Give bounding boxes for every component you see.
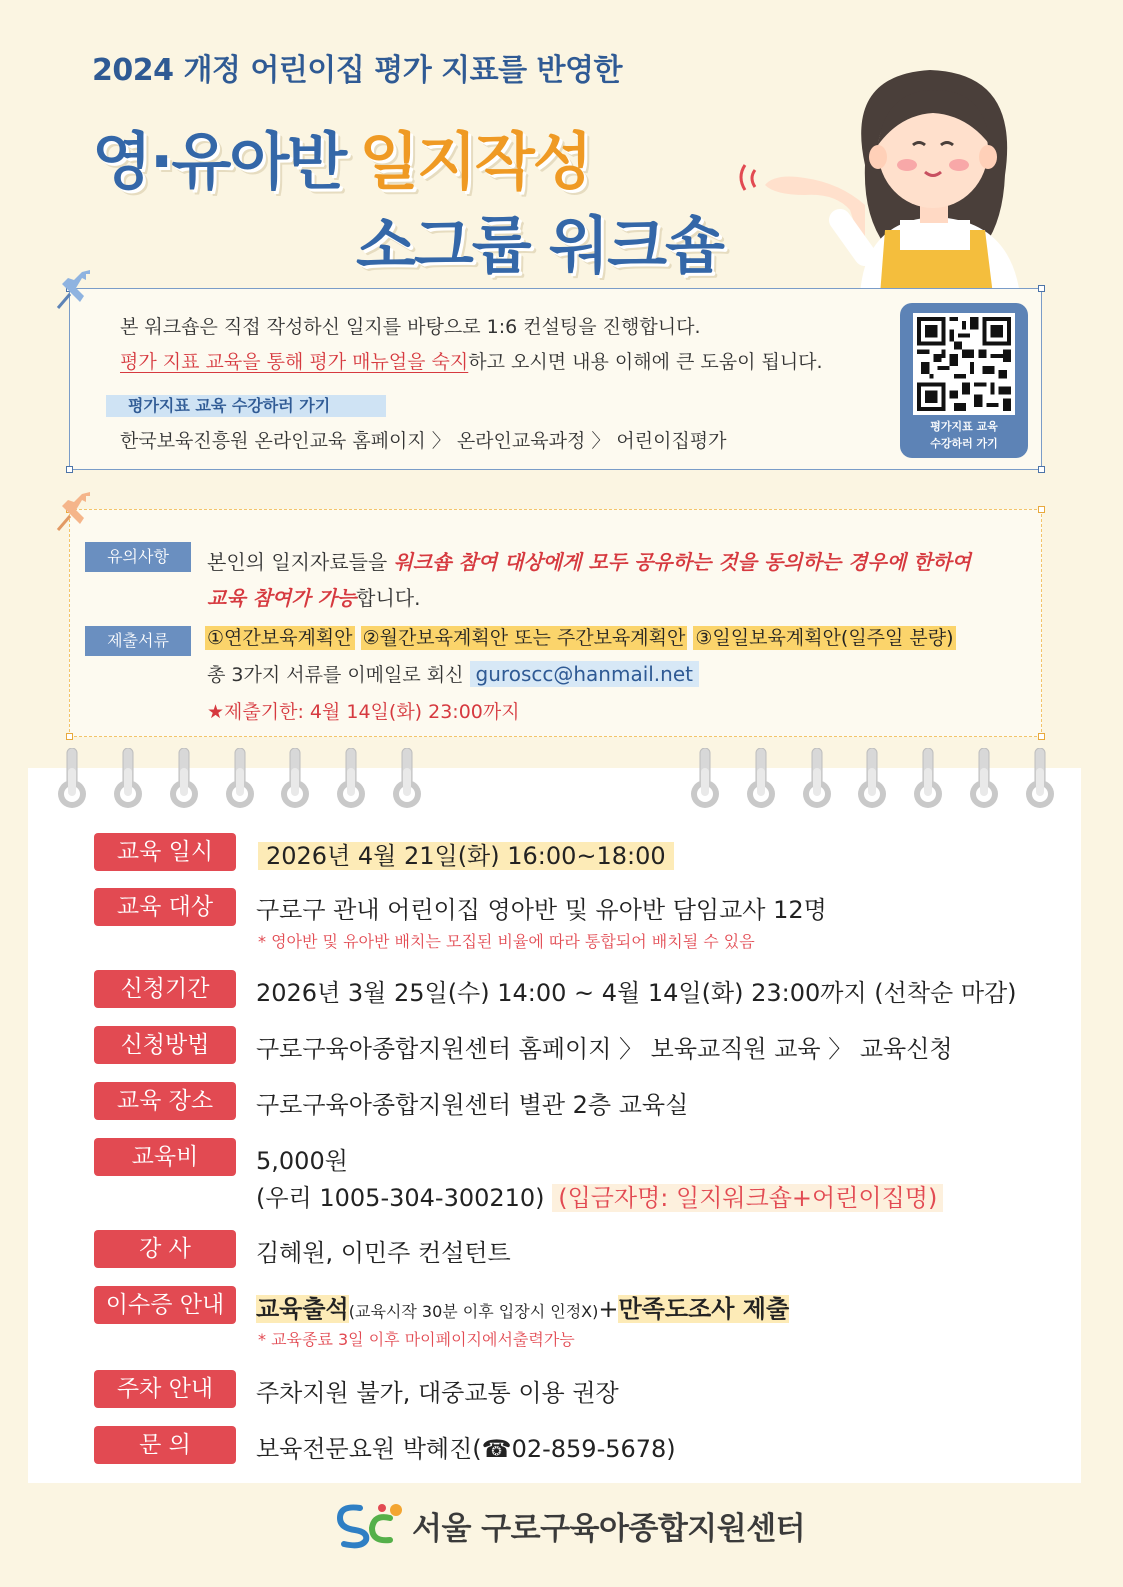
- binder-ring-icon: [857, 748, 887, 810]
- box-corner-handle: [66, 733, 73, 740]
- binder-ring-icon: [336, 748, 366, 810]
- account-number: (우리 1005-304-300210): [256, 1184, 545, 1212]
- document-item: ③일일보육계획안(일주일 분량): [695, 627, 954, 649]
- binder-ring-icon: [113, 748, 143, 810]
- email-link[interactable]: guroscc@hanmail.net: [470, 661, 699, 687]
- title-part1: 영·유아반: [92, 125, 346, 198]
- label-date: 교육 일시: [94, 833, 236, 871]
- qr-caption-line1: 평가지표 교육: [930, 420, 998, 433]
- value-parking: 주차지원 불가, 대중교통 이용 권장: [256, 1379, 619, 1407]
- pushpin-blue-icon: [52, 268, 96, 312]
- box-corner-handle: [1038, 506, 1045, 513]
- intro-line1: 본 워크숍은 직접 작성하신 일지를 바탕으로 1:6 컨설팅을 진행합니다.: [120, 316, 701, 338]
- org-name: 서울 구로구육아종합지원센터: [412, 1511, 806, 1547]
- label-certificate: 이수증 안내: [94, 1286, 236, 1324]
- notice-text-line2: [207, 582, 421, 611]
- intro-line2-rest: 하고 오시면 내용 이해에 큰 도움이 됩니다.: [468, 351, 823, 373]
- value-certificate: [256, 1289, 789, 1324]
- label-period: 신청기간: [94, 970, 236, 1008]
- binder-ring-icon: [913, 748, 943, 810]
- documents-list: [205, 623, 956, 650]
- binder-ring-icon: [57, 748, 87, 810]
- page-title-line1: [92, 112, 591, 201]
- binder-ring-icon: [802, 748, 832, 810]
- title-part2: 일지작성: [359, 125, 591, 198]
- value-lecturer: 김혜원, 이민주 컨설턴트: [256, 1239, 511, 1267]
- sc-logo-icon: [330, 1500, 410, 1550]
- box-corner-handle: [1038, 733, 1045, 740]
- binder-ring-icon: [1025, 748, 1055, 810]
- binder-ring-icon: [169, 748, 199, 810]
- teacher-illustration: [735, 45, 1035, 295]
- fee-account: [256, 1178, 943, 1213]
- certificate-note: * 교육종료 3일 이후 마이페이지에서출력가능: [258, 1330, 575, 1349]
- subtitle: 2024 개정 어린이집 평가 지표를 반영한: [92, 53, 622, 88]
- page-title-line2: 소그룹 워크숍: [356, 209, 723, 282]
- notice-label: 유의사항: [85, 542, 191, 572]
- value-contact: [256, 1429, 676, 1464]
- intro-line2: [120, 347, 823, 374]
- cert-plus: +: [598, 1295, 619, 1323]
- binder-ring-icon: [392, 748, 422, 810]
- eval-edu-path: 한국보육진흥원 온라인교육 홈페이지 〉 온라인교육과정 〉 어린이집평가: [120, 430, 727, 452]
- box-corner-handle: [1038, 466, 1045, 473]
- value-target: 구로구 관내 어린이집 영아반 및 유아반 담임교사 12명: [256, 896, 827, 924]
- phone-icon: ☎: [481, 1435, 512, 1463]
- contact-phone[interactable]: 02-859-5678): [511, 1435, 676, 1463]
- box-corner-handle: [66, 466, 73, 473]
- binder-ring-icon: [225, 748, 255, 810]
- document-item: ①연간보육계획안: [207, 627, 353, 649]
- value-period: 2026년 3월 25일(수) 14:00 ~ 4월 14일(화) 23:00까지 (선착순 마감): [256, 979, 1017, 1007]
- label-method: 신청방법: [94, 1026, 236, 1064]
- label-contact: 문 의: [94, 1426, 236, 1464]
- intro-highlight: 평가 지표 교육을 통해 평가 매뉴얼을 숙지: [120, 351, 469, 373]
- value-fee: 5,000원: [256, 1147, 348, 1175]
- binder-ring-icon: [690, 748, 720, 810]
- value-place: 구로구육아종합지원센터 별관 2층 교육실: [256, 1091, 689, 1119]
- binder-ring-icon: [280, 748, 310, 810]
- depositor-name: (입금자명: 일지워크숍+어린이집명): [552, 1184, 943, 1212]
- label-fee: 교육비: [94, 1138, 236, 1176]
- qr-caption: [900, 418, 1028, 452]
- binder-ring-icon: [969, 748, 999, 810]
- pushpin-orange-icon: [52, 490, 96, 534]
- notice-italic-1: 워크숍 참여 대상에게 모두 공유하는 것을 동의하는 경우에 한하여: [393, 550, 971, 574]
- notice-text-after: 합니다.: [356, 586, 421, 610]
- label-target: 교육 대상: [94, 888, 236, 926]
- notice-text-line1: [207, 546, 971, 575]
- contact-prefix: 보육전문요원 박혜진(: [256, 1435, 482, 1463]
- label-parking: 주차 안내: [94, 1370, 236, 1408]
- notice-text-before: 본인의 일지자료들을: [207, 550, 394, 574]
- target-note: * 영아반 및 유아반 배치는 모집된 비율에 따라 통합되어 배치될 수 있음: [258, 932, 755, 951]
- documents-label: 제출서류: [85, 626, 191, 656]
- documents-deadline: ★제출기한: 4월 14일(화) 23:00까지: [207, 701, 520, 723]
- cert-attendance: 교육출석: [256, 1295, 349, 1323]
- qr-code-icon[interactable]: [913, 313, 1015, 415]
- notice-italic-2: 교육 참여가 가능: [207, 586, 357, 610]
- value-date: [258, 836, 674, 871]
- box-corner-handle: [1038, 285, 1045, 292]
- value-method: 구로구육아종합지원센터 홈페이지 〉 보육교직원 교육 〉 교육신청: [256, 1035, 953, 1063]
- qr-caption-line2: 수강하러 가기: [930, 437, 998, 450]
- label-place: 교육 장소: [94, 1082, 236, 1120]
- reply-text: 총 3가지 서류를 이메일로 회신: [207, 664, 464, 686]
- documents-reply: [207, 660, 699, 687]
- cert-survey: 만족도조사 제출: [618, 1295, 790, 1323]
- date-highlight: 2026년 4월 21일(화) 16:00~18:00: [258, 842, 674, 870]
- binder-ring-icon: [746, 748, 776, 810]
- eval-edu-link-tag[interactable]: 평가지표 교육 수강하러 가기: [106, 395, 386, 417]
- document-item: ②월간보육계획안 또는 주간보육계획안: [362, 627, 686, 649]
- label-lecturer: 강 사: [94, 1230, 236, 1268]
- cert-attendance-note: (교육시작 30분 이후 입장시 인정X): [348, 1302, 599, 1321]
